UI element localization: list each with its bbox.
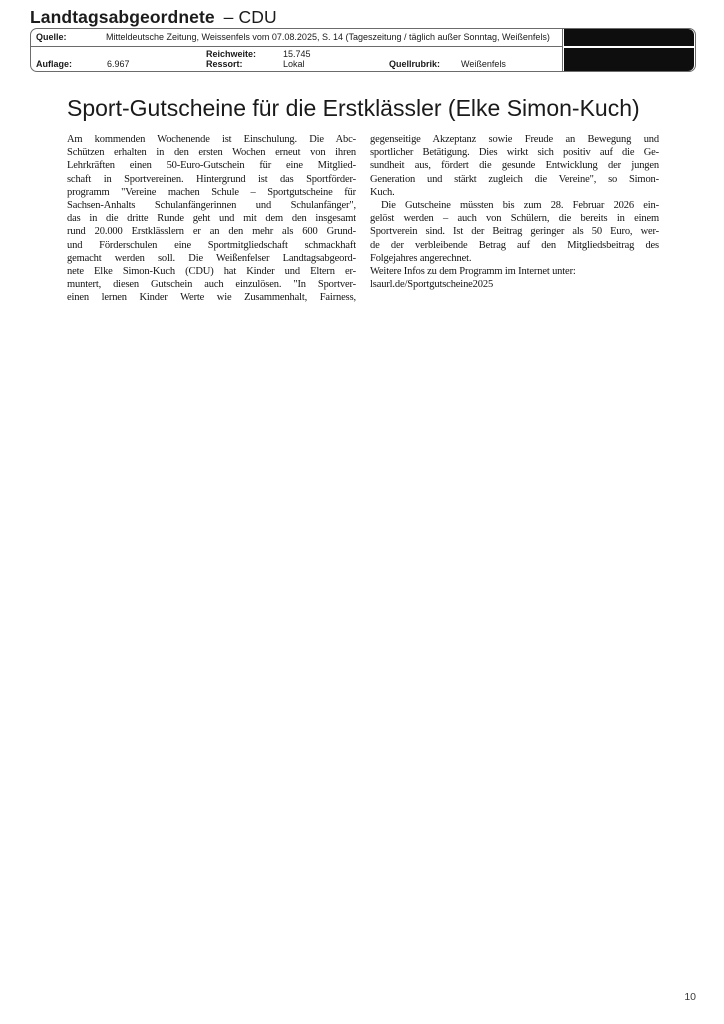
article-text-line: das in die dritte Runde geht und mit dem den insgesamt — [67, 213, 356, 225]
article-text-line: Am kommenden Wochenende ist Einschulung. Die Abc- — [67, 134, 356, 145]
article-text-line: gegenseitige Akzeptanz sowie Freude an Bewegung und — [370, 134, 659, 145]
ressort-label: Ressort: — [206, 59, 243, 69]
article-text-line: programm "Vereine machen Schule – Sportgutscheine für — [67, 186, 356, 198]
article-text-line: Lehrkräften einen 50-Euro-Gutschein für eine Mitglied- — [67, 160, 356, 172]
article-text-line: einen lernen Kinder Werte wie Zusammenhalt, Fairness, — [67, 292, 356, 304]
quelle-value: Mitteldeutsche Zeitung, Weissenfels vom 07.08.2025, S. 14 (Tageszeitung / täglich außer Sonntag, Weißenfels) — [106, 32, 550, 42]
article-text-line: nete Elke Simon-Kuch (CDU) hat Kinder und Eltern er- — [67, 265, 356, 277]
article-text-line: Sachsen-Anhalts Schulanfängerinnen und Schulanfänger", — [67, 199, 356, 211]
article-text-line: Weitere Infos zu dem Programm im Internet unter: — [370, 265, 576, 277]
article-text-line: rund 20.000 Erstklässlern er an den mehr als 600 Grund- — [67, 226, 356, 238]
table-column-divider — [562, 29, 563, 71]
article-text-line: muntert, diesen Gutschein auch einzulösen. "In Sportver- — [67, 279, 356, 291]
reichweite-label: Reichweite: — [206, 49, 257, 59]
reichweite-value: 15.745 — [283, 49, 311, 59]
quellrubrik-value: Weißenfels — [461, 59, 506, 69]
article-text-line: Schützen erhalten in den ersten Wochen erneut von ihren — [67, 147, 356, 159]
auflage-value: 6.967 — [107, 59, 130, 69]
article-text-line: Kuch. — [370, 186, 395, 198]
article-column-right — [370, 133, 659, 304]
article-body — [67, 133, 659, 304]
page-number: 10 — [684, 991, 696, 1003]
table-row-divider — [31, 46, 562, 47]
article-title: Sport-Gutscheine für die Erstklässler (Elke Simon-Kuch) — [67, 95, 640, 121]
article-text-line: und Förderschulen eine Sportmitgliedschaft schmackhaft — [67, 239, 356, 251]
article-text-line: de der verbleibende Betrag auf den Mitgliedsbeitrag des — [370, 239, 659, 251]
ressort-value: Lokal — [283, 59, 305, 69]
article-text-line: lsaurl.de/Sportgutscheine2025 — [370, 279, 494, 291]
header-category: Landtagsabgeordnete — [30, 7, 215, 27]
quelle-label: Quelle: — [36, 32, 67, 42]
article-text-line: Sportverein sind. Ist der Beitrag geringer als 50 Euro, wer- — [370, 226, 659, 238]
article-text-line: Die Gutscheine müssten bis zum 28. Februar 2026 ein- — [381, 199, 659, 211]
auflage-label: Auflage: — [36, 59, 72, 69]
article-text-line: gemacht werden soll. Die Weißenfelser Landtagsabgeord- — [67, 252, 356, 264]
quellrubrik-label: Quellrubrik: — [389, 59, 441, 69]
article-text-line: Generation und stärkt zugleich die Vereine", so Simon- — [370, 173, 659, 185]
article-text-line: sundheit aus, fördert die gesunde Entwicklung der jungen — [370, 160, 659, 172]
article-text-line: Folgejahres angerechnet. — [370, 252, 472, 264]
header-party: – CDU — [223, 7, 277, 27]
document-header — [30, 7, 277, 28]
article-text-line: sportlicher Betätigung. Dies wirkt sich positiv auf die Ge- — [370, 147, 659, 159]
article-text-line: schaft in Sportvereinen. Hintergrund ist das Sportförder- — [67, 173, 356, 185]
article-column-left — [67, 133, 356, 304]
redacted-logo-block-top — [564, 29, 694, 46]
article-text-line: gelöst werden – auch von Schülern, die bereits in einem — [370, 213, 659, 225]
redacted-logo-block-bottom — [564, 48, 694, 71]
source-metadata-table — [30, 28, 696, 72]
